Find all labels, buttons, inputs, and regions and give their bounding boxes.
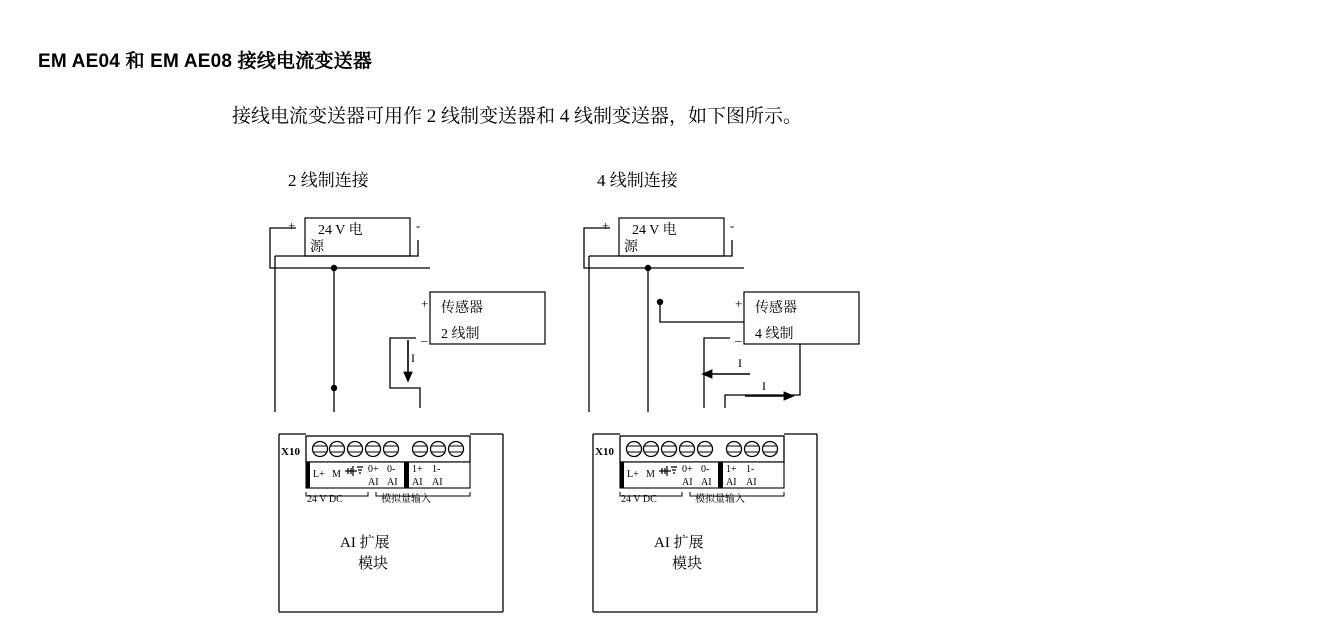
figure-wiring-diagram (0, 150, 1328, 622)
four-wire-sensor-label-2: 4 线制 (755, 327, 794, 342)
four-wire-junction-dot-1 (645, 265, 651, 271)
four-wire-current-label-left: I (738, 356, 742, 370)
four-wire-power-minus: - (730, 218, 735, 233)
four-wire-power-label-1: 24 V 电 (632, 223, 677, 238)
two-wire-terminal-1minus: 1- (432, 464, 441, 475)
two-wire-module-name-1: AI 扩展 (340, 535, 390, 551)
two-wire-power-minus: - (416, 218, 421, 233)
diagram-two-wire (270, 171, 545, 612)
two-wire-sensor-label-1: 传感器 (441, 301, 483, 316)
four-wire-terminal-lplus: L+ (627, 469, 639, 480)
four-wire-connector-label: X10 (595, 446, 614, 458)
two-wire-sensor-signal-wire (390, 338, 420, 408)
wiring-diagram-svg (0, 150, 1328, 622)
four-wire-current-label-right: I (762, 379, 766, 393)
two-wire-terminal-1minus-sub: AI (432, 477, 443, 488)
four-wire-terminal-0minus: 0- (701, 464, 710, 475)
body-paragraph: 接线电流变送器可用作 2 线制变送器和 4 线制变送器，如下图所示。 (232, 106, 803, 127)
two-wire-junction-dot-1 (331, 265, 337, 271)
two-wire-junction-dot-2 (331, 385, 337, 391)
two-wire-current-label: I (411, 351, 415, 365)
two-wire-terminal-0plus-sub: AI (368, 477, 379, 488)
two-wire-terminal-1plus: 1+ (412, 464, 423, 475)
two-wire-connector-label: X10 (281, 446, 300, 458)
four-wire-title: 4 线制连接 (597, 171, 678, 190)
two-wire-terminal-0plus: 0+ (368, 464, 379, 475)
four-wire-power-label-2: 源 (624, 240, 638, 255)
two-wire-sensor-minus: _ (421, 328, 428, 343)
two-wire-terminal-0minus-sub: AI (387, 477, 398, 488)
four-wire-sensor-label-1: 传感器 (755, 301, 797, 316)
four-wire-terminal-m: M (646, 469, 655, 480)
four-wire-strip-marker-left (620, 462, 624, 488)
two-wire-terminal-0minus: 0- (387, 464, 396, 475)
four-wire-module-name-1: AI 扩展 (654, 535, 704, 551)
four-wire-power-plus: + (602, 218, 610, 233)
two-wire-strip-marker-mid (404, 462, 409, 488)
four-wire-terminal-screws (627, 442, 778, 457)
four-wire-terminal-0minus-sub: AI (701, 477, 712, 488)
four-wire-terminal-1plus-sub: AI (726, 477, 737, 488)
two-wire-group-left-label: 24 V DC (307, 494, 343, 505)
diagram-four-wire (584, 171, 859, 612)
two-wire-terminal-lplus: L+ (313, 469, 325, 480)
two-wire-power-label-2: 源 (310, 240, 324, 255)
four-wire-terminal-0plus: 0+ (682, 464, 693, 475)
two-wire-terminal-screws (313, 442, 464, 457)
four-wire-sensor-minus: _ (735, 328, 742, 343)
four-wire-terminal-1minus: 1- (746, 464, 755, 475)
two-wire-sensor-label-2: 2 线制 (441, 327, 480, 342)
two-wire-power-label-1: 24 V 电 (318, 223, 363, 238)
four-wire-group-left-label: 24 V DC (621, 494, 657, 505)
four-wire-sensor-plus: + (735, 296, 743, 311)
two-wire-terminal-1plus-sub: AI (412, 477, 423, 488)
two-wire-sensor-plus: + (421, 296, 429, 311)
two-wire-terminal-m: M (332, 469, 341, 480)
two-wire-group-right-label: 模拟量输入 (381, 494, 431, 505)
two-wire-power-plus: + (288, 218, 296, 233)
page-title: EM AE04 和 EM AE08 接线电流变送器 (38, 51, 373, 72)
two-wire-module-name-2: 模块 (358, 556, 389, 572)
four-wire-strip-marker-mid (718, 462, 723, 488)
four-wire-terminal-1minus-sub: AI (746, 477, 757, 488)
four-wire-terminal-1plus: 1+ (726, 464, 737, 475)
four-wire-signal-wire-right (725, 344, 800, 408)
two-wire-strip-marker-left (306, 462, 310, 488)
four-wire-module-name-2: 模块 (672, 556, 703, 572)
four-wire-signal-wire-left (704, 338, 730, 408)
four-wire-sensor-plus-wire (660, 302, 744, 322)
four-wire-group-right-label: 模拟量输入 (695, 494, 745, 505)
four-wire-terminal-0plus-sub: AI (682, 477, 693, 488)
two-wire-title: 2 线制连接 (288, 171, 369, 190)
